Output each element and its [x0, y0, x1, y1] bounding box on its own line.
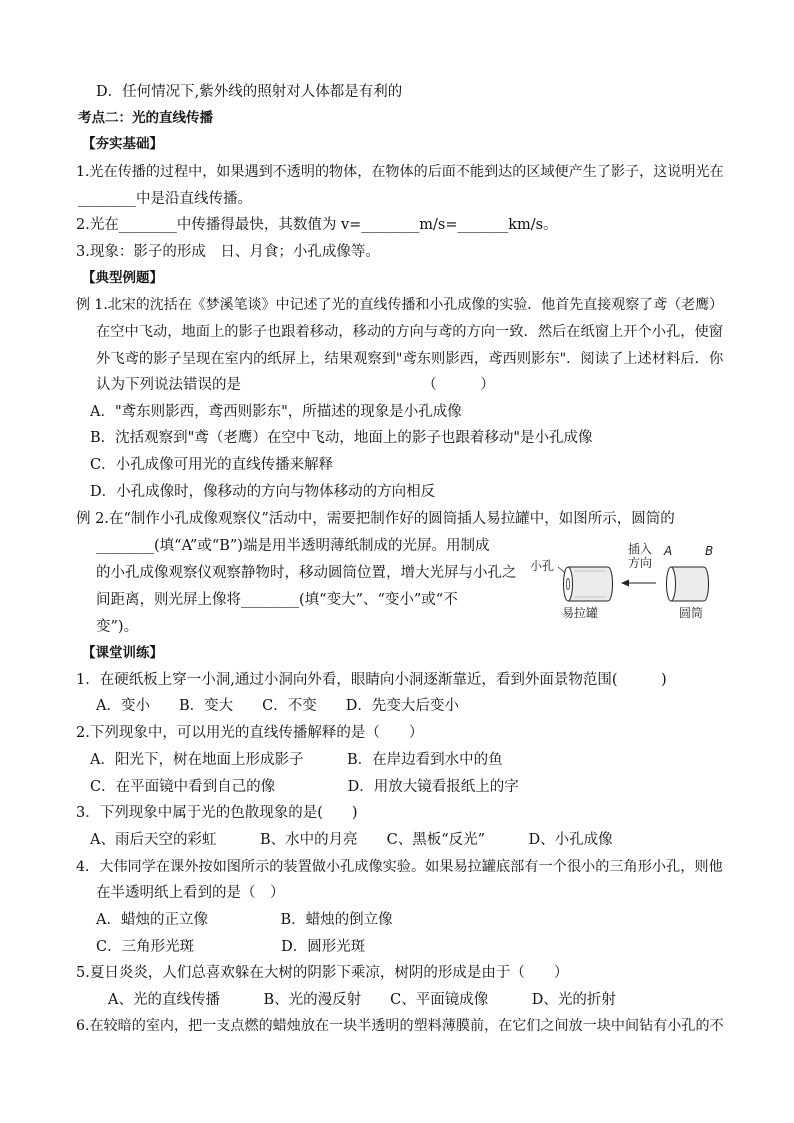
practice-q2-options-cd: C．在平面镜中看到自己的像 D．用放大镜看报纸上的字: [90, 779, 519, 795]
q2-text: 2.光在________中传播得最快，其数值为 v=________m/s=_______km/s。: [76, 217, 558, 233]
practice-heading: 【课堂训练】: [82, 645, 163, 661]
example1-option-c: C．小孔成像可用光的直线传播来解释: [90, 457, 334, 473]
basics-heading: 【夯实基础】: [82, 136, 163, 152]
svg-text:插入: 插入: [628, 542, 653, 556]
can-drawing: [564, 567, 613, 601]
q3-text: 3.现象：影子的形成 日、月食；小孔成像等。: [76, 244, 380, 260]
example1-line3: 外飞鸢的影子呈现在室内的纸屏上，结果观察到"鸢东则影西，鸢西则影东"．阅读了上述材料后．你: [96, 351, 724, 367]
tube-drawing: [663, 544, 713, 601]
practice-q4-line1: 4．大伟同学在课外按如图所示的装置做小孔成像实验。如果易拉罐底部有一个很小的三角形小孔，则他: [76, 859, 723, 875]
svg-text:小孔: 小孔: [530, 559, 555, 573]
q1-line2: ________中是沿直线传播。: [78, 191, 252, 207]
example1-option-b: B．沈括观察到"鸢（老鹰）在空中飞动，地面上的影子也跟着移动"是小孔成像: [90, 430, 593, 446]
example1-option-d: D．小孔成像时，像移动的方向与物体移动的方向相反: [90, 484, 436, 500]
example2-line4: 间距离，则光屏上像将________(填“变大”、“变小”或“不: [96, 592, 458, 608]
practice-q4-options-cd: C．三角形光斑 D．圆形光斑: [96, 939, 366, 955]
option-d-uv: D．任何情况下,紫外线的照射对人体都是有利的: [96, 84, 403, 100]
q1-line1: 1.光在传播的过程中，如果遇到不透明的物体，在物体的后面不能到达的区域便产生了影子，这说明光在: [76, 164, 724, 180]
example1-line1: 例 1.北宋的沈括在《梦溪笔谈》中记述了光的直线传播和小孔成像的实验．他首先直接观察了鸢（老鹰）: [76, 297, 724, 313]
practice-q5-options: A、光的直线传播 B、光的漫反射 C、平面镜成像 D、光的折射: [108, 992, 616, 1008]
practice-q1-options: A．变小 B．变大 C．不变 D．先变大后变小: [96, 698, 459, 714]
practice-q5-text: 5.夏日炎炎，人们总喜欢躲在大树的阴影下乘凉，树阴的形成是由于（ ）: [76, 965, 569, 981]
pinhole-label: [530, 558, 568, 575]
example1-line4: 认为下列说法错误的是 （ ）: [96, 377, 495, 393]
examples-heading: 【典型例题】: [82, 270, 163, 286]
section-heading-2: 考点二：光的直线传播: [78, 110, 213, 126]
practice-q4-options-ab: A．蜡烛的正立像 B．蜡烛的倒立像: [96, 912, 393, 928]
practice-q3-text: 3．下列现象中属于光的色散现象的是( ): [76, 805, 358, 821]
example1-line2: 在空中飞动，地面上的影子也跟着移动，移动的方向与鸢的方向一致．然后在纸窗上开个小孔，使窗: [96, 324, 724, 340]
svg-text:方向: 方向: [628, 556, 653, 570]
tube-label: 圆筒: [679, 606, 704, 620]
insert-arrow: [621, 541, 656, 587]
pinhole-camera-figure: [528, 540, 722, 620]
practice-q2-text: 2.下列现象中，可以用光的直线传播解释的是（ ）: [76, 725, 424, 741]
can-label: 易拉罐: [562, 606, 599, 620]
practice-q6-text: 6.在较暗的室内，把一支点燃的蜡烛放在一块半透明的塑料薄膜前，在它们之间放一块中间钻有小孔的不: [76, 1018, 724, 1034]
practice-q1-text: 1．在硬纸板上穿一小洞,通过小洞向外看，眼睛向小洞逐渐靠近，看到外面景物范围( ): [76, 672, 667, 688]
practice-q2-options-ab: A．阳光下，树在地面上形成影子 B．在岸边看到水中的鱼: [90, 752, 503, 768]
example2-line2: ________(填“A”或“B”)端是用半透明薄纸制成的光屏。用制成: [96, 538, 490, 554]
example2-line3: 的小孔成像观察仪观察静物时，移动圆筒位置，增大光屏与小孔之: [96, 565, 517, 581]
example2-line1: 例 2.在“制作小孔成像观察仪”活动中，需要把制作好的圆筒插人易拉罐中，如图所示，圆筒的: [76, 511, 675, 527]
example1-option-a: A．"鸢东则影西，鸢西则影东"，所描述的现象是小孔成像: [90, 404, 462, 420]
svg-text:A: A: [664, 544, 673, 558]
svg-text:B: B: [705, 544, 714, 558]
example2-line5: 变”)。: [96, 619, 139, 635]
practice-q4-line2: 在半透明纸上看到的是（ ）: [96, 885, 285, 901]
practice-q3-options: A、雨后天空的彩虹 B、水中的月亮 C、黑板“反光” D、小孔成像: [90, 832, 613, 848]
